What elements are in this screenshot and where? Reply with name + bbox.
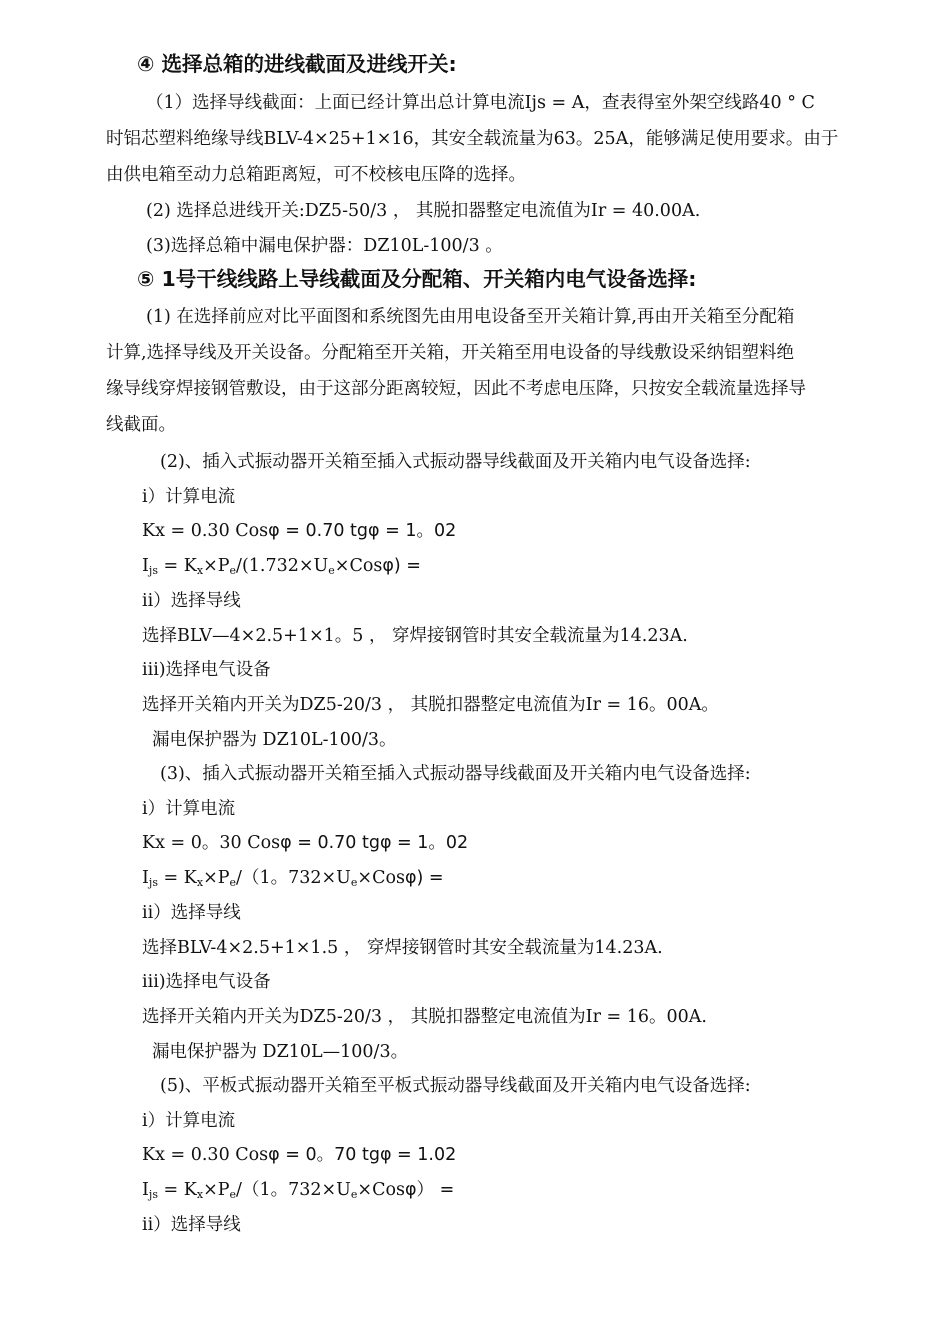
paragraph-line: (1) 在选择前应对比平面图和系统图先由用电设备至开关箱计算,再由开关箱至分配箱 [146, 307, 795, 327]
switch-text: 选择开关箱内开关为DZ5-20/3 ， 其脱扣器整定电流值为Ir = 16。00A. [142, 1007, 707, 1027]
equip-label: iii)选择电气设备 [142, 660, 271, 680]
block-title: (3)、插入式振动器开关箱至插入式振动器导线截面及开关箱内电气设备选择: [160, 764, 751, 784]
paragraph-line: 线截面。 [106, 415, 176, 435]
paragraph-line: （1）选择导线截面：上面已经计算出总计算电流Ijs = A，查表得室外架空线路40 ° C [146, 93, 815, 113]
wire-label: ii）选择导线 [142, 903, 241, 923]
wire-label: ii）选择导线 [142, 591, 241, 611]
wire-text: 选择BLV-4×2.5+1×1.5 ， 穿焊接钢管时其安全载流量为14.23A. [142, 938, 663, 958]
paragraph-line: (3)选择总箱中漏电保护器：DZ10L-100/3 。 [146, 236, 503, 256]
paragraph-line: 时铝芯塑料绝缘导线BLV-4×25+1×16，其安全载流量为63。25A，能够满足使用要求。由于 [106, 129, 839, 149]
section-4-heading: ④ 选择总箱的进线截面及进线开关: [137, 52, 457, 76]
coefficients-line: Kx = 0.30 Cosφ = 0.70 tgφ = 1。02 [142, 521, 457, 541]
paragraph-line: 计算,选择导线及开关设备。分配箱至开关箱，开关箱至用电设备的导线敷设采纳铝塑料绝 [106, 343, 795, 363]
ijs-formula: $I_{js} = K_x\times P_e/(1$。$732\times U_e\times Cos\varphi$) = [142, 868, 444, 889]
block-title: (5)、平板式振动器开关箱至平板式振动器导线截面及开关箱内电气设备选择: [160, 1076, 751, 1096]
section-5-heading: ⑤ 1号干线线路上导线截面及分配箱、开关箱内电气设备选择: [137, 267, 697, 291]
coefficients-line: Kx = 0。30 Cosφ = 0.70 tgφ = 1。02 [142, 833, 469, 853]
block-title: (2)、插入式振动器开关箱至插入式振动器导线截面及开关箱内电气设备选择: [160, 452, 751, 472]
paragraph-line: 由供电箱至动力总箱距离短，可不校核电压降的选择。 [106, 165, 526, 185]
wire-label: ii）选择导线 [142, 1215, 241, 1235]
ijs-formula: $I_{js} = K_x\times P_e/(1$。$732\times U_e\times Cos\varphi$） = [142, 1180, 455, 1201]
calc-label: i）计算电流 [142, 1111, 236, 1131]
paragraph-line: 缘导线穿焊接钢管敷设，由于这部分距离较短，因此不考虑电压降，只按安全载流量选择导 [106, 379, 806, 399]
switch-text: 选择开关箱内开关为DZ5-20/3 ， 其脱扣器整定电流值为Ir = 16。00A。 [142, 695, 719, 715]
leak-protector-text: 漏电保护器为 DZ10L-100/3。 [152, 730, 397, 750]
coefficients-line: Kx = 0.30 Cosφ = 0。70 tgφ = 1.02 [142, 1145, 457, 1165]
equip-label: iii)选择电气设备 [142, 972, 271, 992]
calc-label: i）计算电流 [142, 799, 236, 819]
leak-protector-text: 漏电保护器为 DZ10L—100/3。 [152, 1042, 409, 1062]
calc-label: i）计算电流 [142, 487, 236, 507]
paragraph-line: (2) 选择总进线开关:DZ5-50/3 ， 其脱扣器整定电流值为Ir = 40.00A. [146, 201, 701, 221]
wire-text: 选择BLV—4×2.5+1×1。5 ， 穿焊接钢管时其安全载流量为14.23A. [142, 626, 688, 646]
ijs-formula: $I_{js} = K_x\times P_e/(1.732\times U_e\times Cos\varphi)$ = [142, 556, 421, 577]
